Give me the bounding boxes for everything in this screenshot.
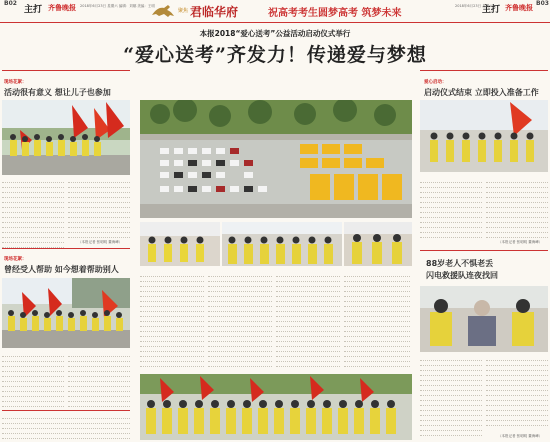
brand-slogan: 祝高考考生圆梦高考 筑梦未来 bbox=[268, 8, 402, 19]
article-text-column bbox=[2, 178, 64, 248]
article-text-column bbox=[486, 178, 548, 240]
horse-logo-icon bbox=[150, 3, 176, 19]
aerial-car-parade-photo bbox=[140, 100, 412, 218]
section-title: 活动很有意义 想让儿子也参加 bbox=[4, 88, 111, 97]
ceremony-stage-photo bbox=[420, 100, 548, 172]
brand-spacer: 聚焦 bbox=[178, 8, 189, 14]
left-page-number: B02 bbox=[4, 0, 17, 7]
section-title: 启动仪式结束 立即投入准备工作 bbox=[424, 88, 539, 97]
left-paper-name: 齐鲁晚报 bbox=[48, 4, 76, 12]
group-banner-photo bbox=[140, 374, 412, 440]
article-text-column bbox=[68, 352, 130, 407]
ceremony-photo-2 bbox=[222, 222, 342, 266]
section-rule bbox=[2, 70, 130, 71]
section-tag: 现场花絮： bbox=[4, 257, 27, 262]
article-text-column bbox=[276, 272, 340, 368]
photo-caption: （本报记者 张明明 董海峰） bbox=[78, 240, 123, 244]
section-title: 88岁老人不惧老丢 bbox=[426, 259, 494, 268]
right-paper-name: 齐鲁晚报 bbox=[505, 4, 533, 12]
article-text-column bbox=[344, 272, 410, 368]
article-text-column bbox=[140, 272, 204, 368]
article-text-column bbox=[420, 178, 482, 240]
section-tag: 现场花絮： bbox=[4, 80, 27, 85]
section-rule bbox=[2, 248, 130, 249]
brand-name: 君临华府 bbox=[190, 5, 239, 19]
left-header-meta: 2018年6月23日 星期六 编辑：刘娜 美编：王明 bbox=[80, 4, 155, 8]
volunteer-group-photo bbox=[2, 100, 130, 175]
section-tag: 爱心启动： bbox=[424, 80, 447, 85]
main-headline: “爱心送考”齐发力！传递爱与梦想 bbox=[123, 44, 427, 66]
article-text-column bbox=[2, 352, 64, 407]
volunteers-flag-photo bbox=[2, 278, 130, 348]
section-title: 闪电救援队连夜找回 bbox=[426, 271, 498, 280]
left-section-label: 主打 bbox=[24, 5, 43, 15]
photo-caption: （本报记者 张明明 董海峰） bbox=[498, 240, 543, 244]
sub-headline: 本报2018“爱心送考”公益活动启动仪式举行 bbox=[199, 29, 351, 38]
ceremony-photo-3 bbox=[344, 222, 412, 266]
photo-caption: （本报记者 张明明 董海峰） bbox=[498, 434, 543, 438]
section-rule bbox=[420, 250, 548, 251]
page-header bbox=[0, 0, 550, 23]
elderly-rescue-photo bbox=[420, 286, 548, 352]
article-text-column bbox=[208, 272, 272, 368]
article-text-column bbox=[68, 178, 130, 238]
article-text-column bbox=[420, 356, 482, 440]
article-text-column bbox=[486, 356, 548, 432]
section-title: 曾经受人帮助 如今想着帮助别人 bbox=[4, 265, 119, 274]
brand-banner bbox=[150, 3, 410, 21]
right-section-label: 主打 bbox=[482, 5, 501, 15]
ceremony-photo-1 bbox=[140, 222, 220, 266]
right-header-meta: 2018年6月23日 星期六 bbox=[455, 4, 493, 8]
section-rule bbox=[420, 70, 548, 71]
right-page-number: B03 bbox=[536, 0, 549, 7]
info-box bbox=[2, 410, 130, 441]
